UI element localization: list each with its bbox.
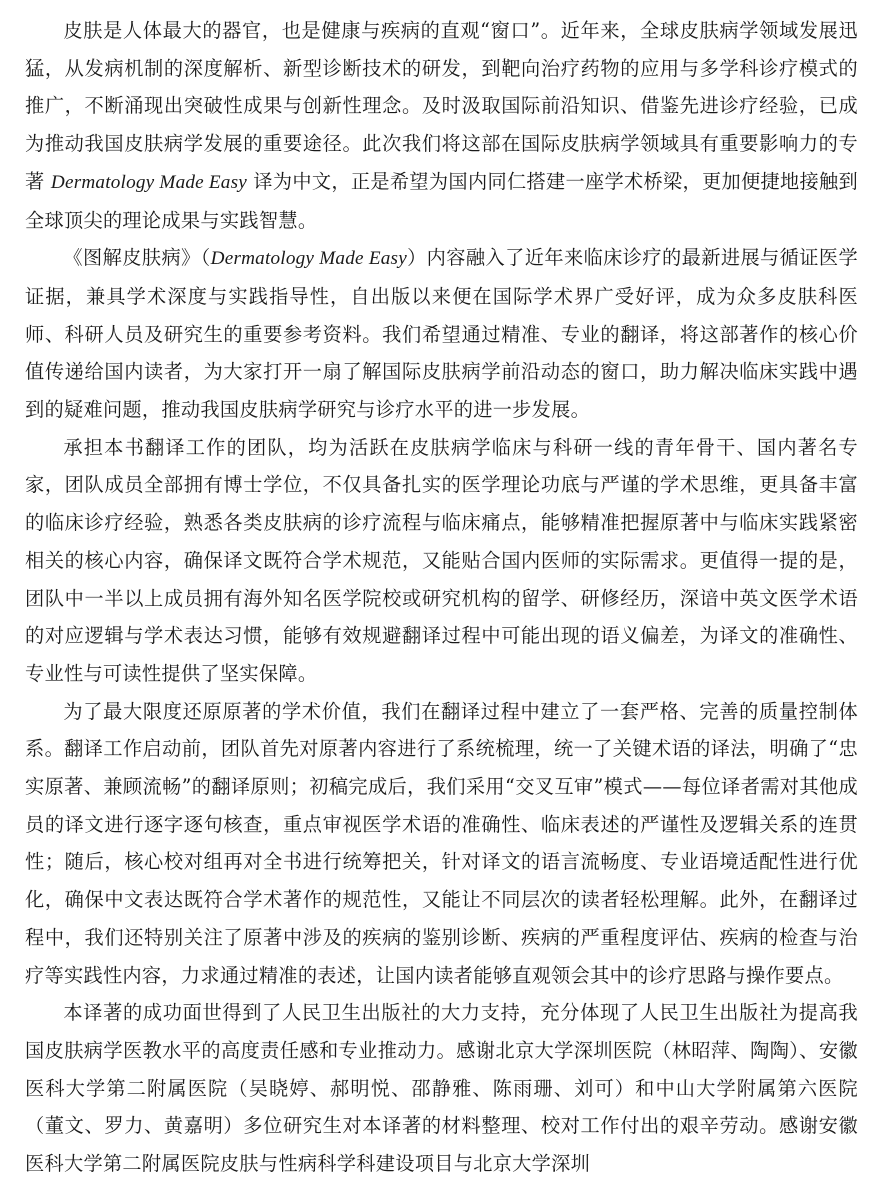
paragraph-2 [25, 239, 858, 429]
paragraph-3 [25, 429, 858, 693]
paragraph-2-text-a: 《图解皮肤病》（ [63, 246, 211, 270]
document-page [25, 12, 858, 1183]
paragraph-4 [25, 693, 858, 995]
paragraph-1-text-a: 皮肤是人体最大的器官，也是健康与疾病的直观“窗口”。近年来，全球皮肤病学领域发展迅猛，从发病机制的深度解析、新型诊断技术的研发，到靶向治疗药物的应用与多学科诊疗模式的推广，不断涌现出突破性成果与创新性理念。及时汲取国际前沿知识、借鉴先进诊疗经验，已成为推动我国皮肤病学发展的重要途径。此次我们将这部在国际皮肤病学领域具有重要影响力的专著 [25, 19, 858, 193]
book-title-english: Dermatology Made Easy [210, 248, 407, 270]
paragraph-1-text-b: 译为中文，正是希望为国内同仁搭建一座学术桥梁，更加便捷地接触到全球顶尖的理论成果与实践智慧。 [25, 169, 858, 232]
paragraph-1 [25, 12, 858, 239]
book-title-english: Dermatology Made Easy [50, 171, 247, 193]
paragraph-4-text: 为了最大限度还原原著的学术价值，我们在翻译过程中建立了一套严格、完善的质量控制体系。翻译工作启动前，团队首先对原著内容进行了系统梳理，统一了关键术语的译法，明确了“忠实原著、兼顾流畅”的翻译原则；初稿完成后，我们采用“交叉互审”模式——每位译者需对其他成员的译文进行逐字逐句核查，重点审视医学术语的准确性、临床表述的严谨性及逻辑关系的连贯性；随后，核心校对组再对全书进行统筹把关，针对译文的语言流畅度、专业语境适配性进行优化，确保中文表达既符合学术著作的规范性，又能让不同层次的读者轻松理解。此外，在翻译过程中，我们还特别关注了原著中涉及的疾病的鉴别诊断、疾病的严重程度评估、疾病的检查与治疗等实践性内容，力求通过精准的表述，让国内读者能够直观领会其中的诊疗思路与操作要点。 [25, 699, 858, 987]
paragraph-3-text: 承担本书翻译工作的团队，均为活跃在皮肤病学临床与科研一线的青年骨干、国内著名专家，团队成员全部拥有博士学位，不仅具备扎实的医学理论功底与严谨的学术思维，更具备丰富的临床诊疗经验，熟悉各类皮肤病的诊疗流程与临床痛点，能够精准把握原著中与临床实践紧密相关的核心内容，确保译文既符合学术规范，又能贴合国内医师的实际需求。更值得一提的是，团队中一半以上成员拥有海外知名医学院校或研究机构的留学、研修经历，深谙中英文医学术语的对应逻辑与学术表达习惯，能够有效规避翻译过程中可能出现的语义偏差，为译文的准确性、专业性与可读性提供了坚实保障。 [25, 435, 858, 685]
paragraph-5-text: 本译著的成功面世得到了人民卫生出版社的大力支持，充分体现了人民卫生出版社为提高我国皮肤病学医教水平的高度责任感和专业推动力。感谢北京大学深圳医院（林昭萍、陶陶）、安徽医科大学第二附属医院（吴晓婷、郝明悦、邵静雅、陈雨珊、刘可）和中山大学附属第六医院（董文、罗力、黄嘉明）多位研究生对本译著的材料整理、校对工作付出的艰辛劳动。感谢安徽医科大学第二附属医院皮肤与性病科学科建设项目与北京大学深圳 [25, 1001, 858, 1176]
paragraph-2-text-b: ）内容融入了近年来临床诊疗的最新进展与循证医学证据，兼具学术深度与实践指导性，自出版以来便在国际学术界广受好评，成为众多皮肤科医师、科研人员及研究生的重要参考资料。我们希望通过精准、专业的翻译，将这部著作的核心价值传递给国内读者，为大家打开一扇了解国际皮肤病学前沿动态的窗口，助力解决临床实践中遇到的疑难问题，推动我国皮肤病学研究与诊疗水平的进一步发展。 [25, 246, 858, 422]
paragraph-5 [25, 994, 858, 1183]
